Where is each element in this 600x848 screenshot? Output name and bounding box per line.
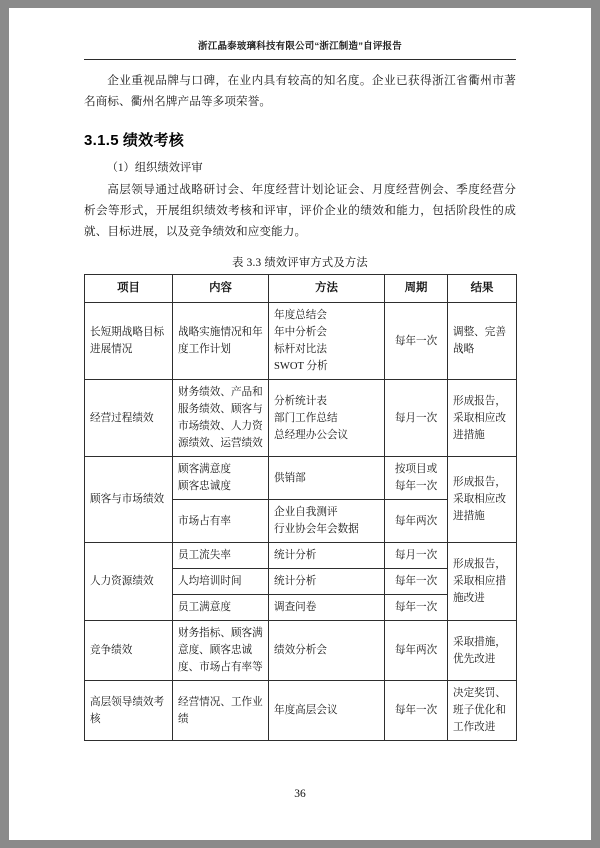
cell-item: 顾客与市场绩效	[85, 457, 173, 543]
cell-item: 经营过程绩效	[85, 380, 173, 457]
cell-result: 形成报告，采取相应改进措施	[448, 457, 517, 543]
cell-method: 调查问卷	[269, 595, 385, 621]
cell-cycle: 每年两次	[385, 621, 448, 681]
method-line: 分析统计表	[274, 395, 327, 407]
method-line: SWOT 分析	[274, 361, 328, 372]
cell-content	[173, 457, 269, 500]
table-row	[85, 543, 517, 569]
cell-cycle: 每年一次	[385, 303, 448, 380]
content-line: 顾客忠诚度	[178, 481, 231, 492]
column-header-content: 内容	[173, 275, 269, 303]
cell-result: 决定奖罚、班子优化和工作改进	[448, 681, 517, 741]
cell-result: 形成报告，采取相应措施改进	[448, 543, 517, 621]
table-row	[85, 681, 517, 741]
cell-cycle: 按项目或每年一次	[385, 457, 448, 500]
cell-item: 竞争绩效	[85, 621, 173, 681]
table-caption: 表 3.3 绩效评审方式及方法	[232, 257, 368, 269]
method-line: 企业自我测评	[274, 507, 338, 518]
page-canvas	[9, 8, 591, 840]
cell-item: 人力资源绩效	[85, 543, 173, 621]
cell-method: 绩效分析会	[269, 621, 385, 681]
method-line: 供销部	[274, 472, 306, 484]
column-header-item: 项目	[85, 275, 173, 303]
subsection-label: （1）组织绩效评审	[106, 162, 203, 174]
page-content	[84, 70, 516, 741]
table-row	[85, 380, 517, 457]
cell-content: 经营情况、工作业绩	[173, 681, 269, 741]
cell-cycle: 每年一次	[385, 595, 448, 621]
column-header-method: 方法	[269, 275, 385, 303]
cell-method	[269, 380, 385, 457]
cell-cycle: 每月一次	[385, 543, 448, 569]
performance-review-table	[84, 274, 517, 741]
cell-content: 员工满意度	[173, 595, 269, 621]
method-line: 标杆对比法	[274, 344, 327, 355]
table-body	[85, 303, 517, 741]
column-header-result: 结果	[448, 275, 517, 303]
method-line: 年中分析会	[274, 327, 327, 338]
cell-item: 高层领导绩效考核	[85, 681, 173, 741]
cell-result: 采取措施，优先改进	[448, 621, 517, 681]
method-line: 总经理办公会议	[274, 429, 349, 441]
section-number: 3.1.5	[84, 132, 119, 149]
cell-cycle: 每年一次	[385, 681, 448, 741]
cell-content: 战略实施情况和年度工作计划	[173, 303, 269, 380]
method-line: 行业协会年会数据	[274, 524, 359, 535]
content-line: 顾客满意度	[178, 464, 231, 475]
section-title: 绩效考核	[122, 132, 185, 149]
cell-cycle: 每年一次	[385, 569, 448, 595]
cell-method: 统计分析	[269, 569, 385, 595]
cell-content: 人均培训时间	[173, 569, 269, 595]
cell-method: 年度高层会议	[269, 681, 385, 741]
page-number: 36	[294, 788, 306, 800]
cell-item: 长短期战略目标进展情况	[85, 303, 173, 380]
table-row	[85, 303, 517, 380]
cell-method: 统计分析	[269, 543, 385, 569]
cell-result: 形成报告，采取相应改进措施	[448, 380, 517, 457]
cell-result: 调整、完善战略	[448, 303, 517, 380]
header-divider	[84, 59, 516, 60]
table-row	[85, 457, 517, 500]
cell-method	[269, 457, 385, 500]
cell-content	[173, 500, 269, 543]
section-heading	[84, 129, 516, 150]
paragraph-performance-review: 高层领导通过战略研讨会、年度经营计划论证会、月度经营例会、季度经营分析会等形式，开展组织绩效考核和评审，评价企业的绩效和能力，包括阶段性的成就、目标进展，以及竞争绩效和应变能力。	[84, 183, 516, 238]
cell-content: 财务绩效、产品和服务绩效、顾客与市场绩效、人力资源绩效、运营绩效	[173, 380, 269, 457]
running-header: 浙江晶泰玻璃科技有限公司“浙江制造”自评报告	[198, 41, 402, 52]
cell-cycle: 每年两次	[385, 500, 448, 543]
method-line: 年度总结会	[274, 310, 327, 321]
cell-content: 员工流失率	[173, 543, 269, 569]
content-line: 市场占有率	[178, 515, 231, 527]
cell-cycle: 每月一次	[385, 380, 448, 457]
paragraph-brand-reputation: 企业重视品牌与口碑，在业内具有较高的知名度。企业已获得浙江省衢州市著名商标、衢州名牌产品等多项荣誉。	[84, 74, 516, 108]
cell-method	[269, 500, 385, 543]
method-line: 部门工作总结	[274, 412, 338, 424]
table-header-row	[85, 275, 517, 303]
cell-content: 财务指标、顾客满意度、顾客忠诚度、市场占有率等	[173, 621, 269, 681]
cell-method	[269, 303, 385, 380]
column-header-cycle: 周期	[385, 275, 448, 303]
table-row	[85, 621, 517, 681]
